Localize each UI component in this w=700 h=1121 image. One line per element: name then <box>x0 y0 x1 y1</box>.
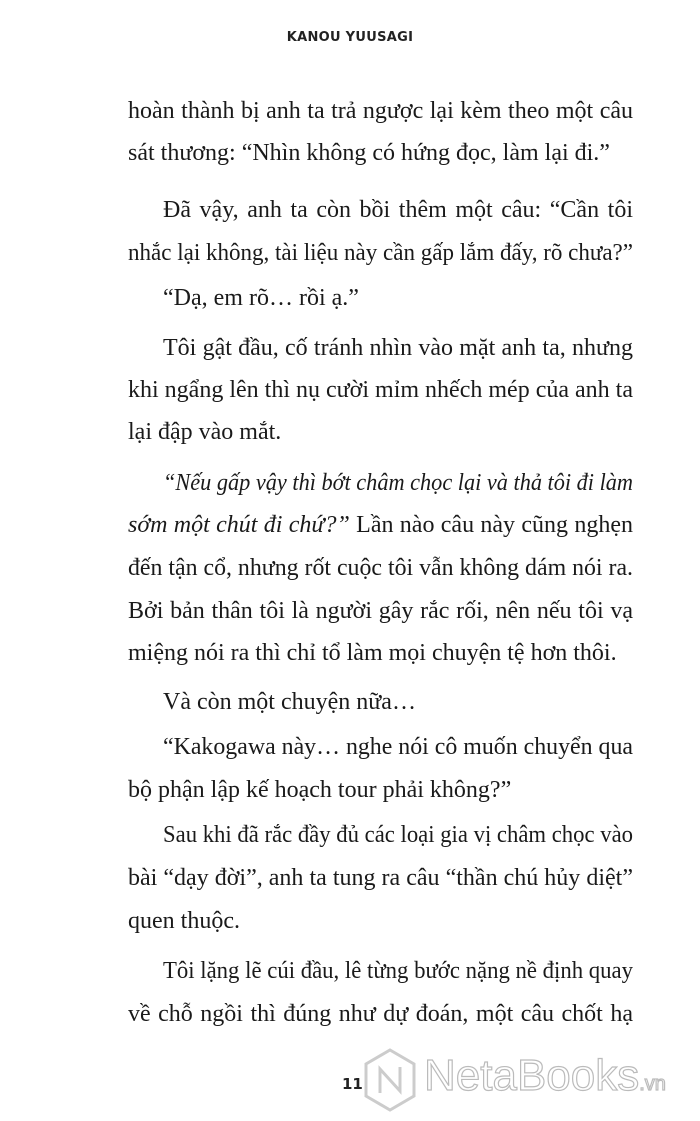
text-line: “Dạ, em rõ… rồi ạ.” <box>163 285 359 311</box>
watermark-brand-text <box>424 1051 666 1101</box>
text-line: lại đập vào mắt. <box>128 419 282 445</box>
text-span: Lần nào câu này cũng nghẹn <box>349 512 633 538</box>
text-line: quen thuộc. <box>128 908 240 934</box>
text-line: nhắc lại không, tài liệu này cần gấp lắm đấy, rõ chưa?” <box>128 240 633 266</box>
watermark-brand: NetaBooks <box>424 1051 640 1100</box>
netabooks-logo-icon <box>362 1047 418 1113</box>
text-line: Bởi bản thân tôi là người gây rắc rối, nên nếu tôi vạ <box>128 598 633 624</box>
text-line <box>163 468 633 498</box>
text-line: Sau khi đã rắc đầy đủ các loại gia vị châm chọc vào <box>163 822 633 848</box>
text-line: Và còn một chuyện nữa… <box>163 689 416 715</box>
text-line: Tôi gật đầu, cố tránh nhìn vào mặt anh ta, nhưng <box>163 335 633 361</box>
text-line <box>128 510 633 540</box>
text-line: “Kakogawa này… nghe nói cô muốn chuyển qua <box>163 734 633 760</box>
text-line: sát thương: “Nhìn không có hứng đọc, làm lại đi.” <box>128 140 610 166</box>
netabooks-watermark <box>362 1045 692 1115</box>
italic-thought: sớm một chút đi chứ?” <box>128 512 350 538</box>
running-header-author: KANOU YUUSAGI <box>286 30 414 45</box>
text-line: Tôi lặng lẽ cúi đầu, lê từng bước nặng nề định quay <box>163 958 633 984</box>
watermark-suffix: .vn <box>639 1073 666 1095</box>
text-line: bộ phận lập kế hoạch tour phải không?” <box>128 777 512 803</box>
text-line: hoàn thành bị anh ta trả ngược lại kèm theo một câu <box>128 98 633 124</box>
text-line: khi ngẩng lên thì nụ cười mỉm nhếch mép của anh ta <box>128 377 633 403</box>
text-line: về chỗ ngồi thì đúng như dự đoán, một câu chốt hạ <box>128 1001 633 1027</box>
text-line: miệng nói ra thì chỉ tổ làm mọi chuyện tệ hơn thôi. <box>128 640 617 666</box>
text-line: đến tận cổ, nhưng rốt cuộc tôi vẫn không dám nói ra. <box>128 555 633 581</box>
text-line: Đã vậy, anh ta còn bồi thêm một câu: “Cần tôi <box>163 197 633 223</box>
page-number: 11 <box>342 1075 363 1093</box>
italic-thought: “Nếu gấp vậy thì bớt châm chọc lại và thả tôi đi làm <box>163 470 633 496</box>
text-line: bài “dạy đời”, anh ta tung ra câu “thần chú hủy diệt” <box>128 865 633 891</box>
